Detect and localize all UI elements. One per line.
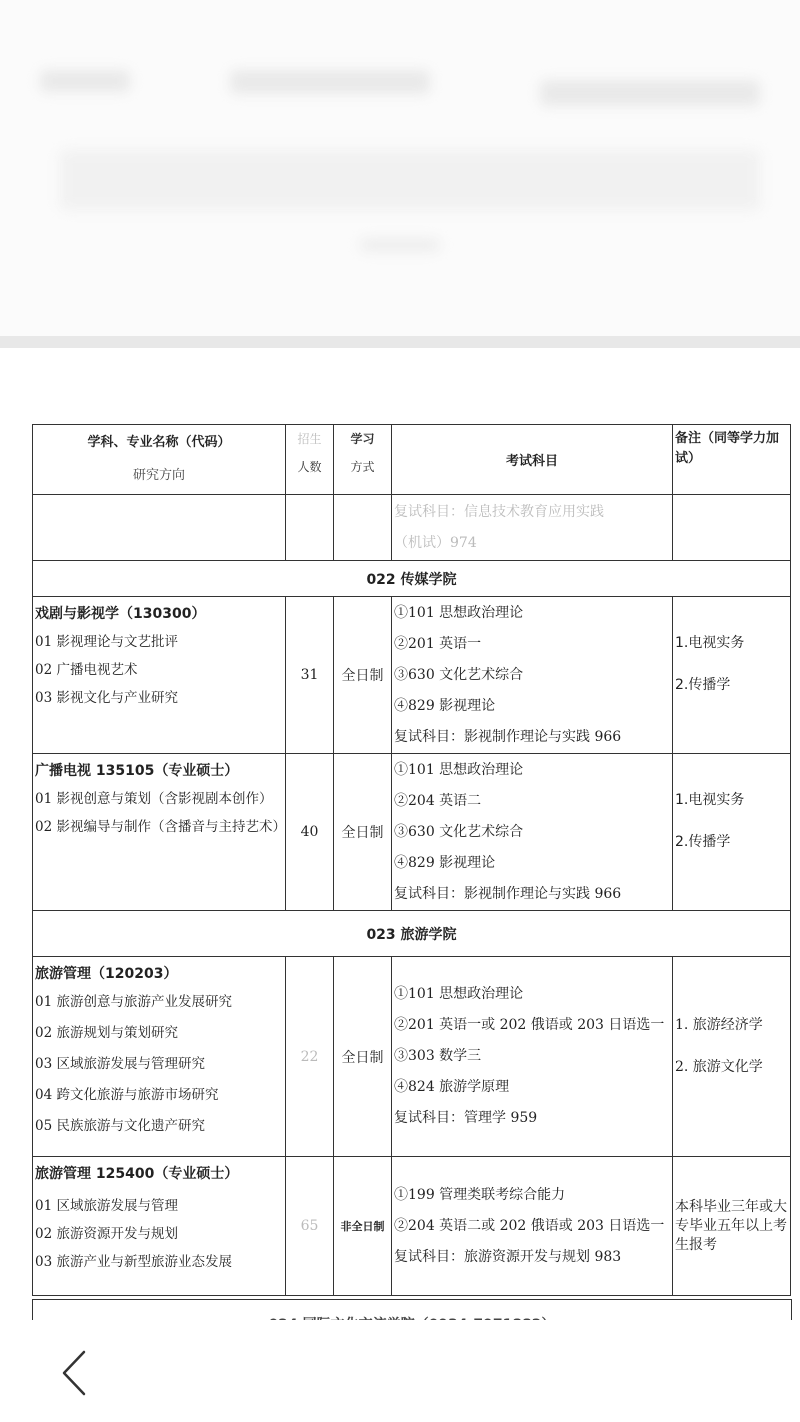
college-row xyxy=(33,911,791,957)
exam-item: ②204 英语二或 202 俄语或 203 日语选一 xyxy=(394,1217,665,1234)
direction: 02 旅游规划与策划研究 xyxy=(35,1025,178,1041)
exam-item: ①101 思想政治理论 xyxy=(394,761,524,778)
college-row xyxy=(33,561,791,597)
direction: 03 旅游产业与新型旅游业态发展 xyxy=(35,1254,232,1270)
major-name: 戏剧与影视学（130300） xyxy=(35,606,206,622)
major-name: 旅游管理（120203） xyxy=(35,966,178,982)
table-row xyxy=(33,957,791,1157)
exam-item: 复试科目：影视制作理论与实践 966 xyxy=(394,885,622,902)
page-separator xyxy=(0,336,800,348)
exam-item: ②201 英语一 xyxy=(394,635,482,652)
quota: 22 xyxy=(286,957,334,1157)
study-mode: 全日制 xyxy=(334,597,392,754)
study-mode: 全日制 xyxy=(334,754,392,911)
note-item: 1.电视实务 xyxy=(675,635,745,651)
continued-row xyxy=(33,495,791,561)
header-mode-bottom: 方式 xyxy=(350,460,375,474)
note-item: 2.传播学 xyxy=(675,834,731,850)
note-item: 1. 旅游经济学 xyxy=(675,1016,763,1033)
direction: 05 民族旅游与文化遗产研究 xyxy=(35,1118,205,1134)
exam-item: 复试科目：影视制作理论与实践 966 xyxy=(394,728,622,745)
header-mode-top: 学习 xyxy=(350,432,375,446)
header-subject: 学科、专业名称（代码） xyxy=(87,435,231,450)
header-quota-bottom: 人数 xyxy=(297,460,322,474)
exam-item: 复试科目：管理学 959 xyxy=(394,1110,538,1126)
study-mode: 非全日制 xyxy=(334,1157,392,1296)
direction: 01 影视创意与策划（含影视剧本创作） xyxy=(35,791,273,807)
direction: 02 广播电视艺术 xyxy=(35,662,138,678)
header-direction: 研究方向 xyxy=(132,468,185,483)
exam-item: ②204 英语二 xyxy=(394,792,482,809)
exam-item: ②201 英语一或 202 俄语或 203 日语选一 xyxy=(394,1017,665,1033)
direction: 01 旅游创意与旅游产业发展研究 xyxy=(35,994,232,1010)
direction: 01 影视理论与文艺批评 xyxy=(35,634,178,650)
table-header-row xyxy=(33,425,791,495)
college-title: 022 传媒学院 xyxy=(33,561,791,597)
direction: 03 区域旅游发展与管理研究 xyxy=(35,1056,205,1072)
major-name: 旅游管理 125400（专业硕士） xyxy=(35,1166,239,1182)
document-page xyxy=(0,348,800,1320)
major-name: 广播电视 135105（专业硕士） xyxy=(35,763,239,779)
note-item: 1.电视实务 xyxy=(675,792,745,808)
exam-item: ④824 旅游学原理 xyxy=(394,1079,510,1095)
direction: 02 影视编导与制作（含播音与主持艺术） xyxy=(35,819,286,835)
header-quota-top: 招生 xyxy=(297,432,322,446)
quota: 40 xyxy=(286,754,334,911)
previous-page xyxy=(0,0,800,336)
quota: 31 xyxy=(286,597,334,754)
quota: 65 xyxy=(286,1157,334,1296)
header-note: 备注（同等学力加试） xyxy=(675,431,780,466)
direction: 04 跨文化旅游与旅游市场研究 xyxy=(35,1087,219,1103)
continued-line-2: （机试）974 xyxy=(394,534,477,551)
table-row xyxy=(33,597,791,754)
note-text: 本科毕业三年或大专毕业五年以上考生报考 xyxy=(675,1198,787,1253)
table-row xyxy=(33,754,791,911)
exam-item: ①199 管理类联考综合能力 xyxy=(394,1186,566,1203)
direction: 01 区域旅游发展与管理 xyxy=(35,1198,178,1214)
continued-line-1: 复试科目：信息技术教育应用实践 xyxy=(394,503,604,520)
direction: 03 影视文化与产业研究 xyxy=(35,690,178,706)
back-button[interactable] xyxy=(56,1348,96,1398)
note-item: 2. 旅游文化学 xyxy=(675,1058,763,1075)
exam-item: ③630 文化艺术综合 xyxy=(394,666,524,683)
exam-item: ③303 数学三 xyxy=(394,1048,482,1064)
admissions-table xyxy=(32,424,791,1296)
chevron-left-icon xyxy=(56,1348,96,1398)
exam-item: 复试科目：旅游资源开发与规划 983 xyxy=(394,1248,622,1265)
table-row xyxy=(33,1157,791,1296)
exam-item: ③630 文化艺术综合 xyxy=(394,823,524,840)
header-exam: 考试科目 xyxy=(505,454,558,469)
bottom-nav-bar xyxy=(0,1320,800,1422)
direction: 02 旅游资源开发与规划 xyxy=(35,1226,178,1242)
exam-item: ④829 影视理论 xyxy=(394,854,496,871)
exam-item: ①101 思想政治理论 xyxy=(394,604,524,621)
college-title: 023 旅游学院 xyxy=(33,911,791,957)
study-mode: 全日制 xyxy=(334,957,392,1157)
exam-item: ①101 思想政治理论 xyxy=(394,986,524,1002)
exam-item: ④829 影视理论 xyxy=(394,697,496,714)
note-item: 2.传播学 xyxy=(675,677,731,693)
